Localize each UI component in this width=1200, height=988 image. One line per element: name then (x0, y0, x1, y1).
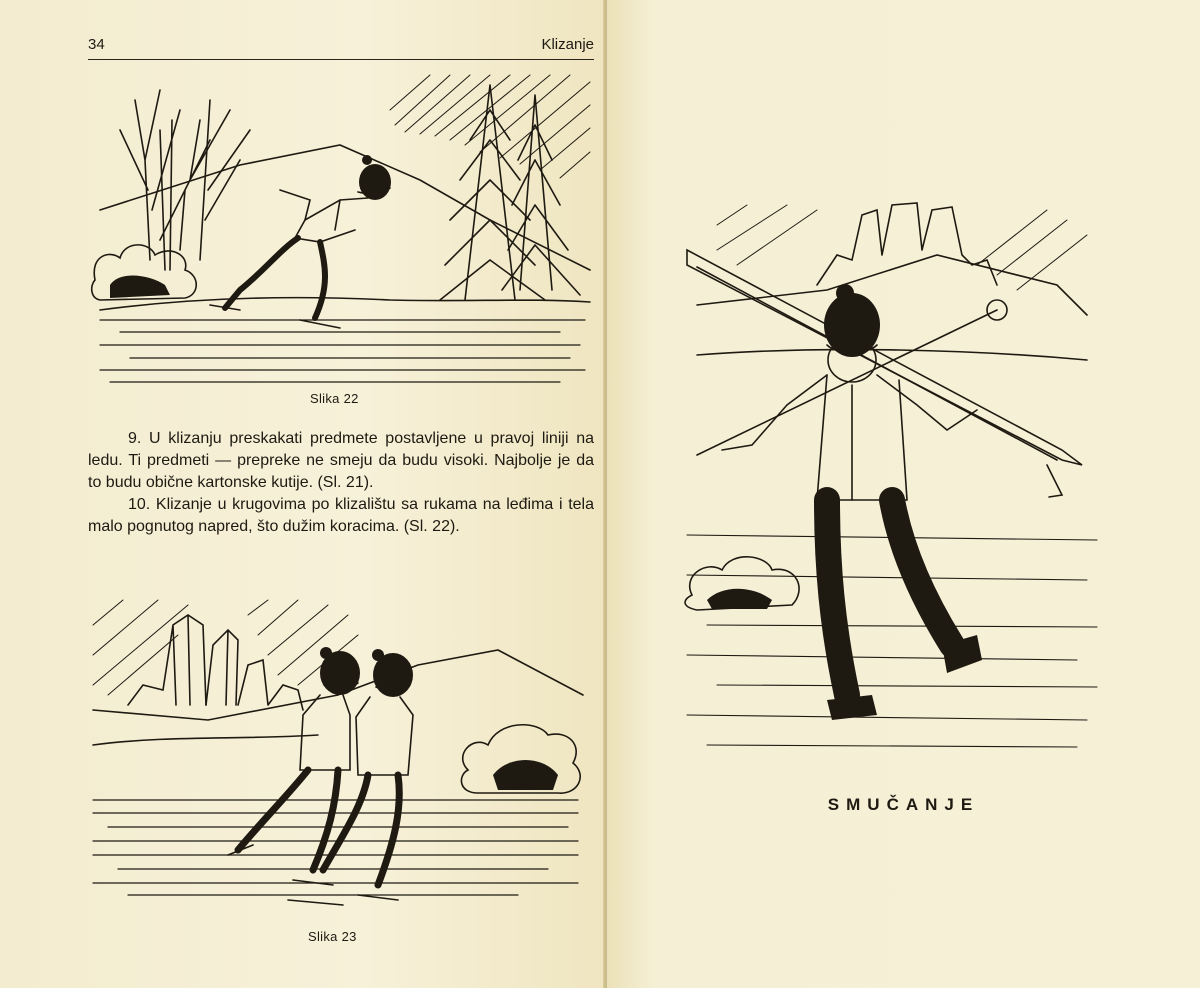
two-skaters-illustration (88, 595, 588, 920)
page-header (88, 36, 594, 58)
skier-illustration (677, 195, 1107, 760)
skater-illustration (90, 70, 595, 390)
running-title: Klizanje (541, 36, 594, 53)
paragraph-10: 10. Klizanje u krugovima po klizalištu sa rukama na leđima i tela malo pognutog napred, što dužim koracima. (Sl. 22). (88, 496, 594, 535)
figure-caption-22: Slika 22 (310, 391, 359, 406)
body-text (88, 428, 594, 538)
right-page (607, 0, 1200, 988)
figure-caption-23: Slika 23 (308, 929, 357, 944)
paragraph-9: 9. U klizanju preskakati predmete postavljene u pravoj liniji na ledu. Ti predmeti — prepreke ne smeju da budu visoki. Najbolje je da to budu obične kartonske kutije. (Sl. 21). (88, 430, 594, 491)
page-number: 34 (88, 36, 105, 53)
section-title: SMUČANJE (827, 795, 980, 814)
header-rule (88, 59, 594, 60)
